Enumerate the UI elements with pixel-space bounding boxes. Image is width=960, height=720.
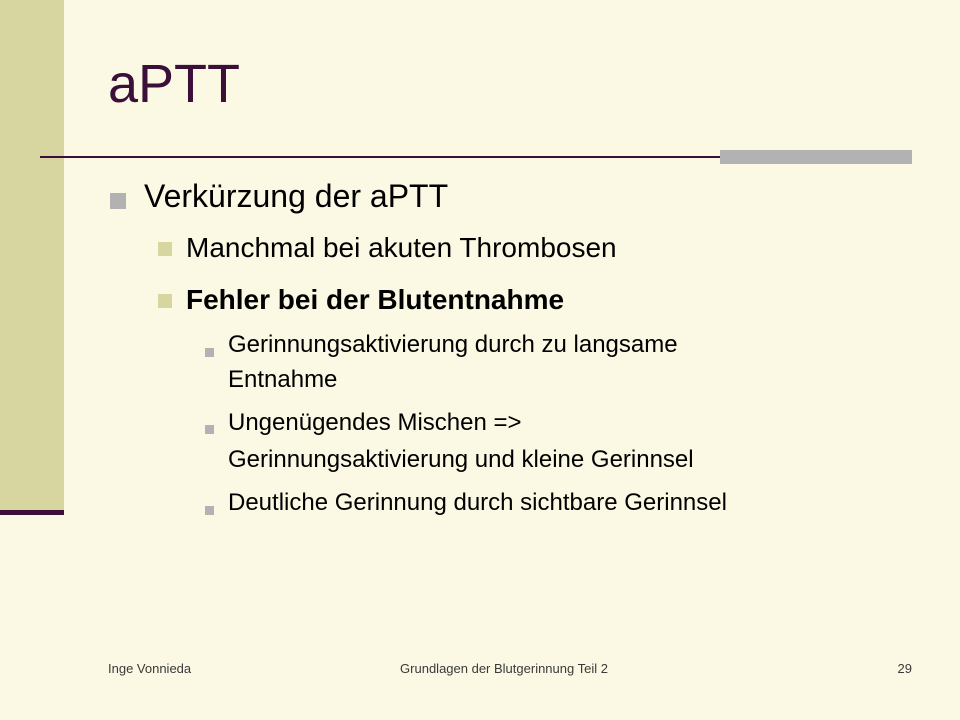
bullet-square-icon <box>158 294 172 308</box>
bullet-level1: Verkürzung der aPTT <box>144 178 449 214</box>
slide-title: aPTT <box>108 54 241 114</box>
footer-course: Grundlagen der Blutgerinnung Teil 2 <box>400 661 608 676</box>
bullet-level3: Deutliche Gerinnung durch sichtbare Gerinnsel <box>228 489 727 516</box>
title-divider-accent <box>720 150 912 164</box>
bullet-square-icon <box>205 425 214 434</box>
bullet-square-icon <box>158 242 172 256</box>
bullet-square-icon <box>205 506 214 515</box>
footer-author: Inge Vonnieda <box>108 661 192 676</box>
bullet-level2: Manchmal bei akuten Thrombosen <box>186 232 617 263</box>
bullet-level2-bold: Fehler bei der Blutentnahme <box>186 284 565 315</box>
footer-page-number: 29 <box>897 661 912 676</box>
bullet-square-icon <box>205 348 214 357</box>
bullet-level3-line1: Gerinnungsaktivierung durch zu langsame <box>228 331 678 358</box>
side-accent-bar <box>0 0 64 512</box>
side-accent-line <box>0 510 64 515</box>
bullet-level3-line1: Ungenügendes Mischen => <box>228 409 522 436</box>
bullet-square-icon <box>110 193 126 209</box>
bullet-level3-line2: Gerinnungsaktivierung und kleine Gerinnsel <box>228 446 694 473</box>
bullet-level3-line2: Entnahme <box>228 366 338 393</box>
